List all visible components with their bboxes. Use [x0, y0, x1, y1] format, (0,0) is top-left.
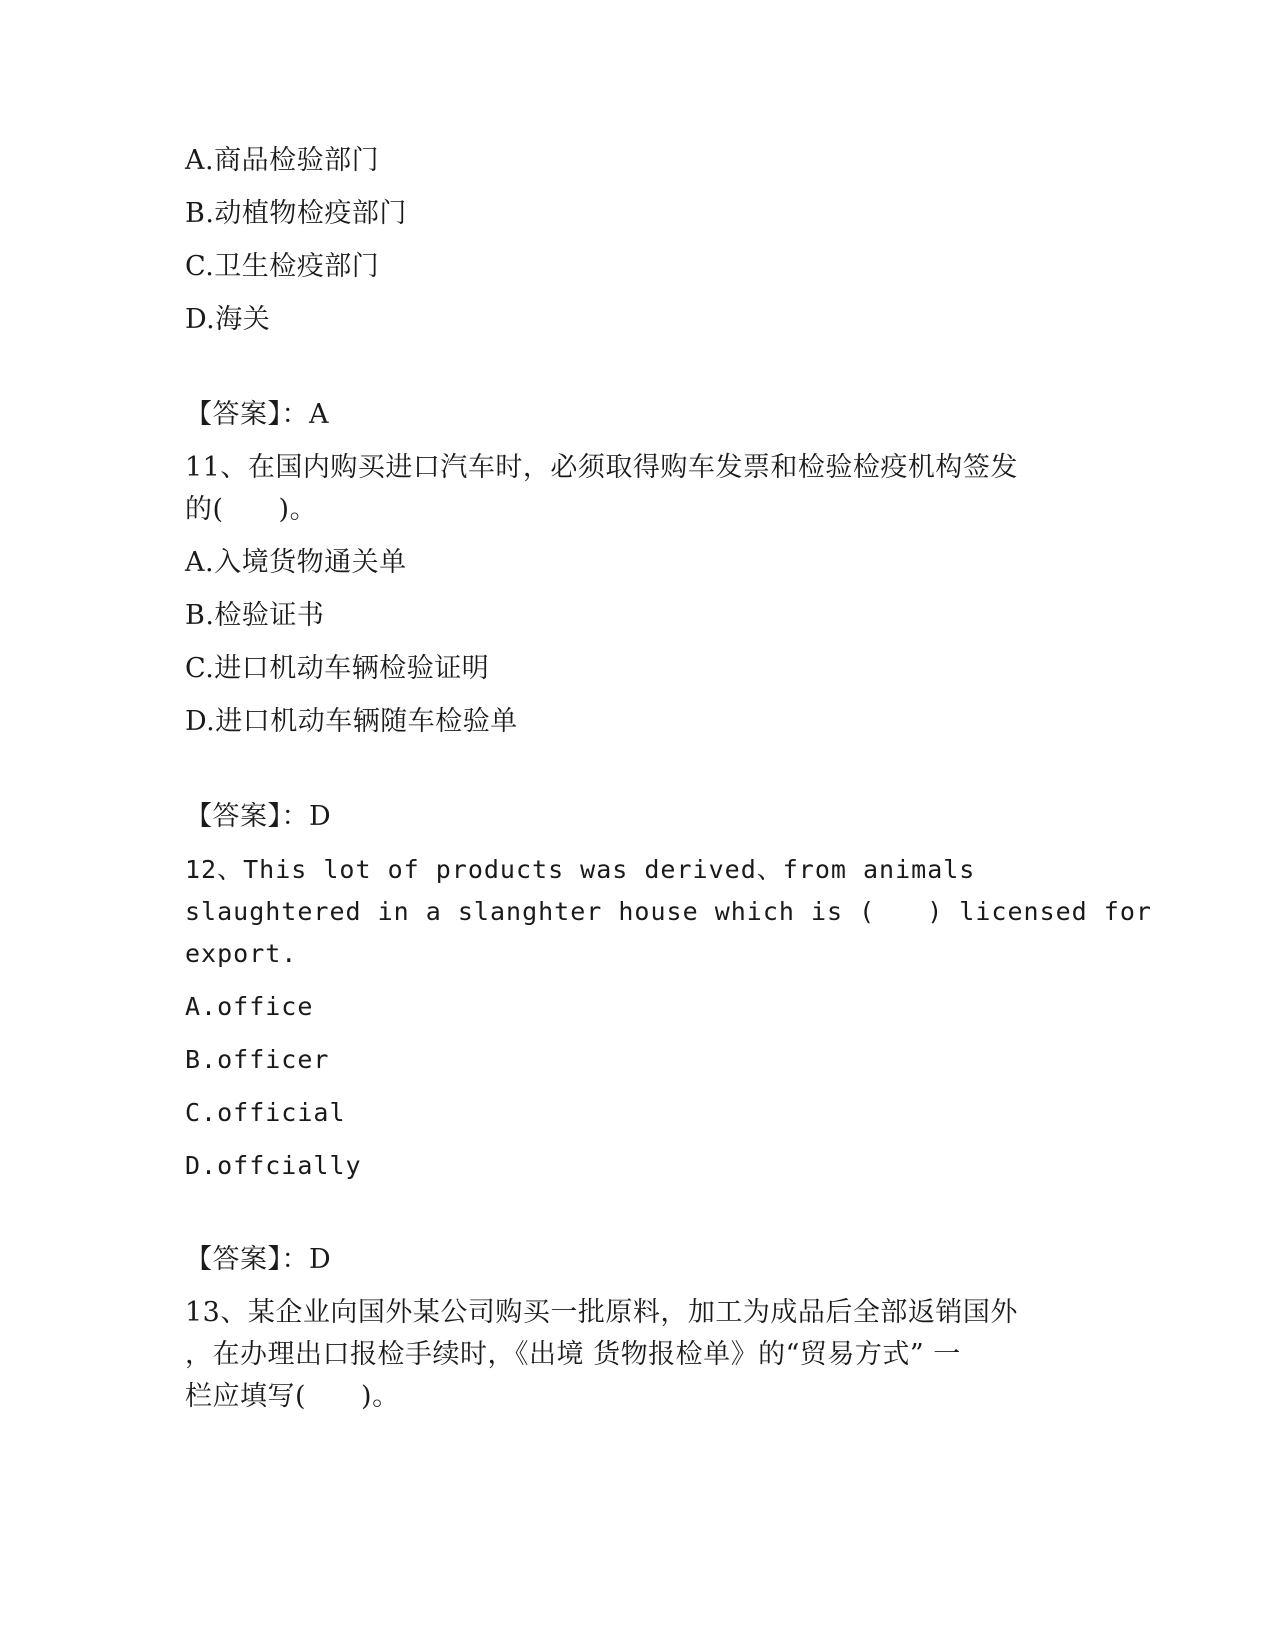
q12-answer: 【答案】：D	[185, 1244, 332, 1275]
q11-stem-line-1: 11、在国内购买进口汽车时，必须取得购车发票和检验检疫机构签发	[185, 452, 1018, 483]
q11-option-d: D.进口机动车辆随车检验单	[185, 706, 518, 737]
q12-option-d: D.offcially	[185, 1151, 362, 1180]
q12-stem-line-1: 12、This lot of products was derived、from animals	[185, 855, 976, 884]
q10-option-c: C.卫生检疫部门	[185, 251, 380, 282]
q11-option-b: B.检验证书	[185, 600, 325, 631]
q12-stem-line-2: slaughtered in a slanghter house which is ( ) licensed for	[185, 897, 1152, 926]
q13-stem-line-1: 13、某企业向国外某公司购买一批原料，加工为成品后全部返销国外	[185, 1297, 1018, 1328]
q11-option-a: A.入境货物通关单	[185, 547, 407, 578]
q10-option-d: D.海关	[185, 304, 271, 335]
q10-answer: 【答案】：A	[185, 399, 329, 430]
q13-stem-line-3: 栏应填写( )。	[185, 1381, 400, 1412]
q12-option-b: B.officer	[185, 1045, 330, 1074]
q12-option-a: A.office	[185, 992, 314, 1021]
q10-option-a: A.商品检验部门	[185, 145, 380, 176]
q12-option-c: C.official	[185, 1098, 346, 1127]
q12-stem-line-3: export.	[185, 939, 298, 968]
q10-option-b: B.动植物检疫部门	[185, 198, 407, 229]
q11-option-c: C.进口机动车辆检验证明	[185, 653, 490, 684]
q11-answer: 【答案】：D	[185, 801, 332, 832]
q11-stem-line-2: 的( )。	[185, 494, 318, 525]
q13-stem-line-2: ，在办理出口报检手续时，《出境 货物报检单》的“贸易方式” 一	[185, 1339, 961, 1370]
